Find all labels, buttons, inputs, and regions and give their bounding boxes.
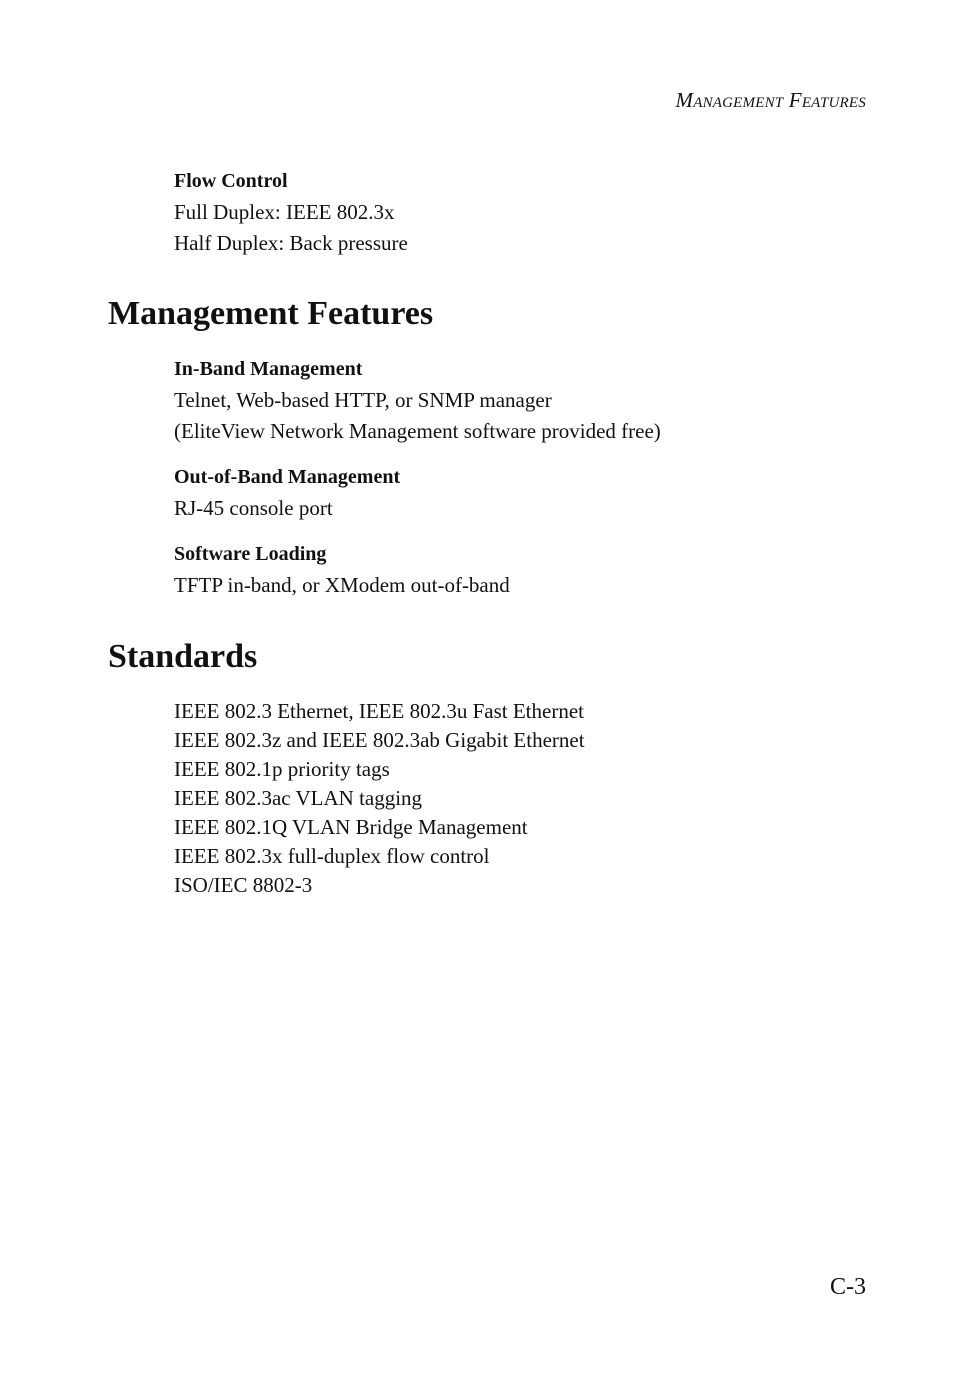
out-of-band-line-1: RJ-45 console port [174, 496, 333, 520]
in-band-heading: In-Band Management [174, 358, 363, 380]
standards-item: IEEE 802.3ac VLAN tagging [174, 786, 423, 810]
in-band-line-1: Telnet, Web-based HTTP, or SNMP manager [174, 388, 552, 412]
standards-section-title: Standards [108, 638, 258, 675]
management-section-title: Management Features [108, 295, 434, 332]
software-loading-block [174, 539, 510, 601]
flow-control-line-half-duplex: Half Duplex: Back pressure [174, 231, 408, 255]
out-of-band-block [174, 462, 400, 524]
software-loading-heading: Software Loading [174, 543, 327, 565]
standards-item: IEEE 802.1Q VLAN Bridge Management [174, 815, 528, 839]
software-loading-line-1: TFTP in-band, or XModem out-of-band [174, 573, 510, 597]
in-band-block [174, 354, 661, 447]
standards-item: IEEE 802.1p priority tags [174, 757, 390, 781]
running-header: Management Features [675, 88, 866, 112]
standards-list [174, 697, 585, 900]
flow-control-heading: Flow Control [174, 170, 288, 192]
page-number: C-3 [830, 1274, 866, 1300]
standards-item: ISO/IEC 8802-3 [174, 873, 313, 897]
standards-item: IEEE 802.3x full-duplex flow control [174, 844, 490, 868]
out-of-band-heading: Out-of-Band Management [174, 466, 401, 488]
standards-item: IEEE 802.3 Ethernet, IEEE 802.3u Fast Ethernet [174, 699, 584, 723]
in-band-line-2: (EliteView Network Management software provided free) [174, 419, 661, 443]
flow-control-block [174, 166, 408, 259]
flow-control-line-full-duplex: Full Duplex: IEEE 802.3x [174, 200, 395, 224]
standards-item: IEEE 802.3z and IEEE 802.3ab Gigabit Ethernet [174, 728, 585, 752]
